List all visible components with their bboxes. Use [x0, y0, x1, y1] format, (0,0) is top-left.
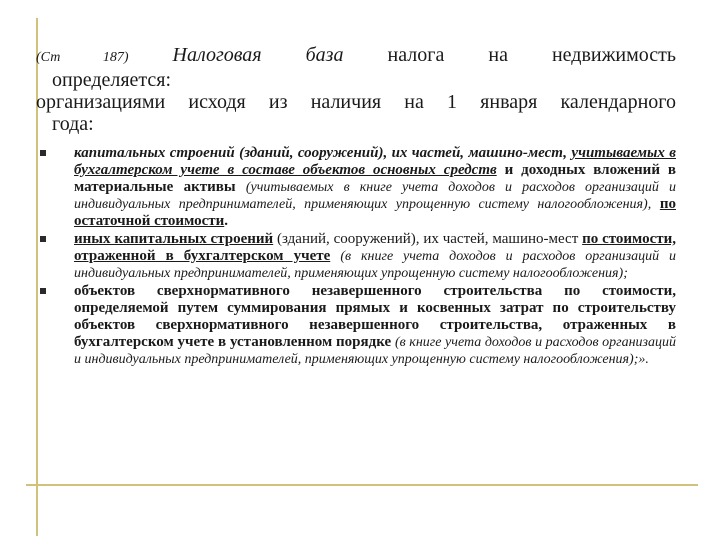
list-item: [36, 145, 676, 230]
intro-line-2: определяется:: [52, 69, 172, 91]
bottom-border-line: [26, 484, 698, 486]
bullet-list: [36, 145, 676, 368]
item-1-residual-value: по остаточной стоимости: [74, 196, 677, 229]
item-2-underlined: по стоимости, отраженной в бухгалтерском учете: [74, 231, 676, 264]
bullet-square-icon: [40, 236, 46, 242]
item-2-note: (в книге учета доходов и расходов организаций и индивидуальных предпринимателей, применяющих упрощенную систему налогообложения);: [74, 249, 676, 281]
term-tax: Налоговая: [172, 44, 262, 66]
intro-line-1: [36, 44, 676, 69]
term-base: база: [305, 44, 344, 66]
item-2-bold: иных капитальных строений: [74, 231, 274, 247]
slide-content: [36, 44, 676, 369]
item-2-text: (зданий, сооружений), их частей, машино-мест: [277, 231, 579, 247]
intro-line-3: организациями исходя из наличия на 1 января календарного: [36, 91, 676, 113]
item-1-period: .: [224, 213, 229, 229]
item-3-note: (в книге учета доходов и расходов организаций и индивидуальных предпринимателей, применяющих упрощенную систему налогообложения);».: [74, 335, 676, 367]
bullet-square-icon: [40, 150, 46, 156]
list-item: [36, 283, 676, 368]
item-1-note: (учитываемых в книге учета доходов и расходов организаций и индивидуальных предпринимателей, применяющих упрощенную систему налогообложения),: [74, 180, 677, 212]
list-item: [36, 231, 676, 282]
bullet-square-icon: [40, 288, 46, 294]
item-1-text: капитальных строений (зданий, сооружений), их частей, машино-мест,: [74, 145, 568, 161]
item-3-bold: объектов сверхнормативного незавершенного строительства по стоимости, определяемой путем суммирования прямых и косвенных затрат по строительству объектов сверхнормативного незавершенного строительства, отраженных в бухгалтерском учете в установленном порядке: [74, 283, 676, 350]
article-reference: (Ст 187): [36, 50, 129, 65]
intro-line-4: года:: [52, 113, 94, 135]
item-1-bold: и доходных вложений в материальные активы: [74, 162, 676, 195]
item-1-underlined: учитываемых в бухгалтерском учете в составе объектов основных средств: [74, 145, 676, 178]
intro-paragraph: [36, 44, 676, 135]
intro-line-1-rest: налога на недвижимость: [387, 44, 677, 66]
